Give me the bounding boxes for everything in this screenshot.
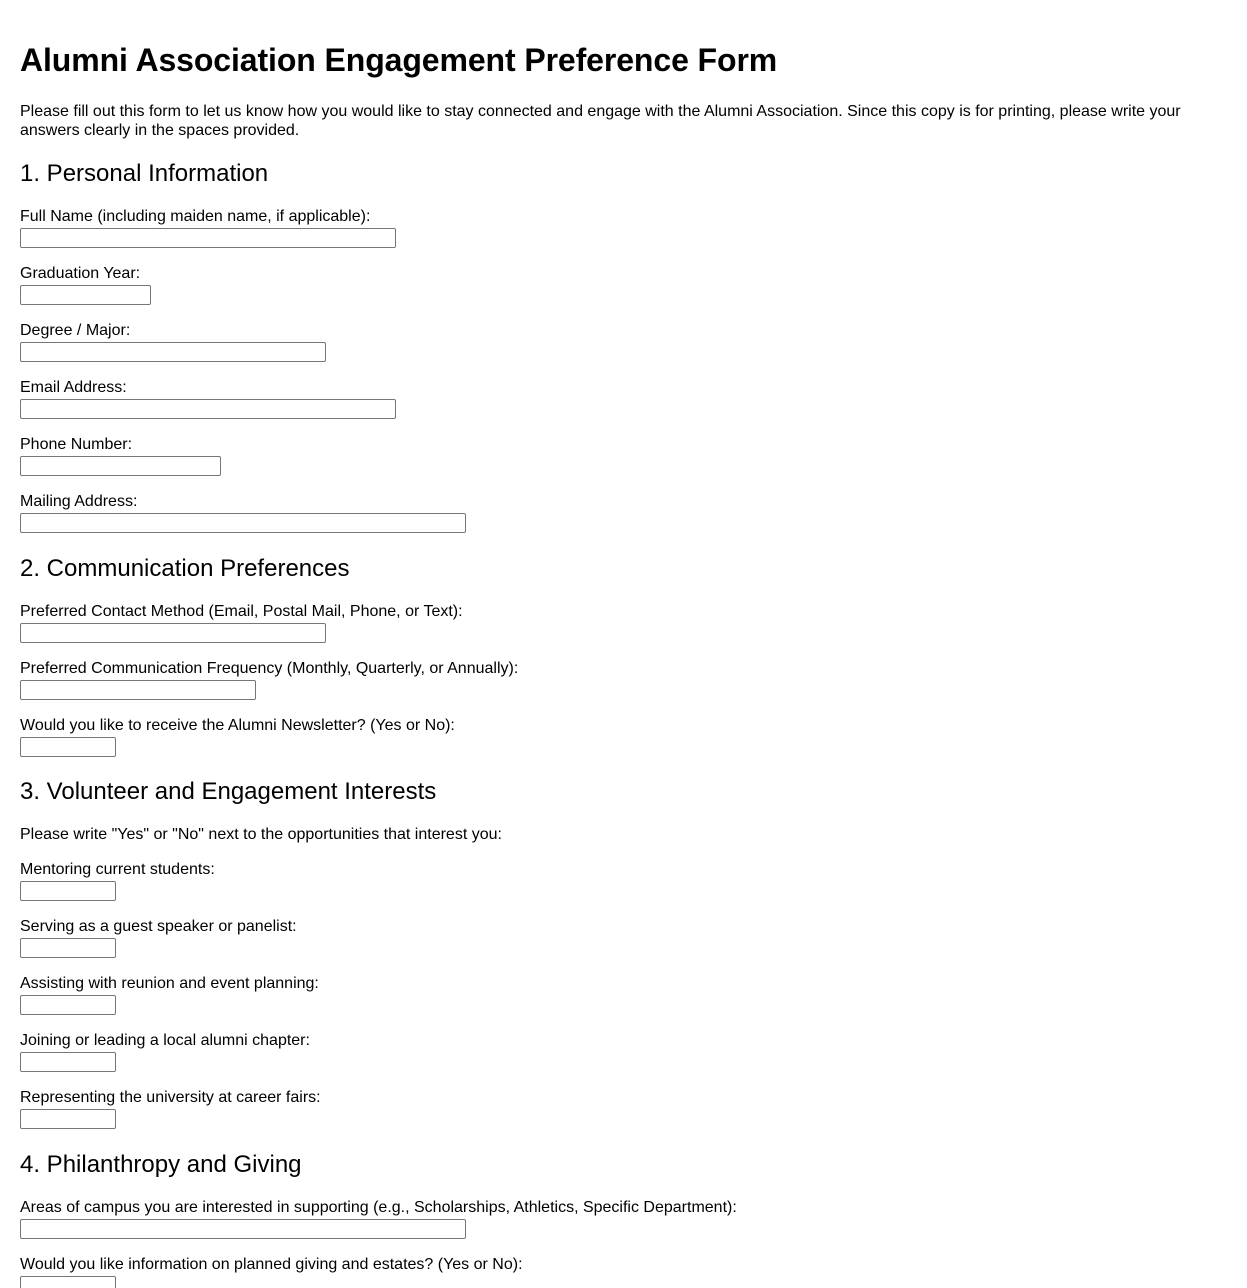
communication-frequency-label: Preferred Communication Frequency (Monthly, Quarterly, or Annually):: [20, 660, 519, 677]
alumni-chapter-field[interactable]: [20, 1052, 116, 1072]
preferred-contact-method-label: Preferred Contact Method (Email, Postal Mail, Phone, or Text):: [20, 603, 463, 620]
degree-major-label: Degree / Major:: [20, 322, 131, 339]
supporting-areas-label: Areas of campus you are interested in supporting (e.g., Scholarships, Athletics, Specific Department):: [20, 1199, 737, 1216]
section-heading-volunteer-interests: 3. Volunteer and Engagement Interests: [20, 778, 437, 805]
planned-giving-field[interactable]: [20, 1276, 116, 1288]
page-title: Alumni Association Engagement Preference Form: [20, 42, 778, 78]
section-heading-communication-preferences: 2. Communication Preferences: [20, 555, 350, 582]
reunion-planning-label: Assisting with reunion and event planning:: [20, 975, 319, 992]
graduation-year-label: Graduation Year:: [20, 265, 141, 282]
full-name-field[interactable]: [20, 228, 396, 248]
mailing-address-field[interactable]: [20, 513, 466, 533]
section-heading-personal-information: 1. Personal Information: [20, 160, 269, 187]
guest-speaker-label: Serving as a guest speaker or panelist:: [20, 918, 297, 935]
email-address-label: Email Address:: [20, 379, 127, 396]
mentoring-label: Mentoring current students:: [20, 861, 215, 878]
full-name-label: Full Name (including maiden name, if applicable):: [20, 208, 371, 225]
intro-paragraph: Please fill out this form to let us know how you would like to stay connected and engage with the Alumni Association. Since this copy is for printing, please write your answers clearly in the spaces provided.: [20, 103, 1181, 139]
phone-number-field[interactable]: [20, 456, 221, 476]
mentoring-field[interactable]: [20, 881, 116, 901]
communication-frequency-field[interactable]: [20, 680, 256, 700]
newsletter-field[interactable]: [20, 737, 116, 757]
volunteer-instruction: Please write "Yes" or "No" next to the opportunities that interest you:: [20, 826, 502, 843]
planned-giving-label: Would you like information on planned giving and estates? (Yes or No):: [20, 1256, 523, 1273]
newsletter-label: Would you like to receive the Alumni Newsletter? (Yes or No):: [20, 717, 455, 734]
phone-number-label: Phone Number:: [20, 436, 133, 453]
section-heading-philanthropy: 4. Philanthropy and Giving: [20, 1151, 302, 1178]
mailing-address-label: Mailing Address:: [20, 493, 138, 510]
career-fairs-label: Representing the university at career fairs:: [20, 1089, 321, 1106]
preferred-contact-method-field[interactable]: [20, 623, 326, 643]
degree-major-field[interactable]: [20, 342, 326, 362]
graduation-year-field[interactable]: [20, 285, 151, 305]
reunion-planning-field[interactable]: [20, 995, 116, 1015]
email-address-field[interactable]: [20, 399, 396, 419]
alumni-chapter-label: Joining or leading a local alumni chapter:: [20, 1032, 310, 1049]
guest-speaker-field[interactable]: [20, 938, 116, 958]
supporting-areas-field[interactable]: [20, 1219, 466, 1239]
career-fairs-field[interactable]: [20, 1109, 116, 1129]
